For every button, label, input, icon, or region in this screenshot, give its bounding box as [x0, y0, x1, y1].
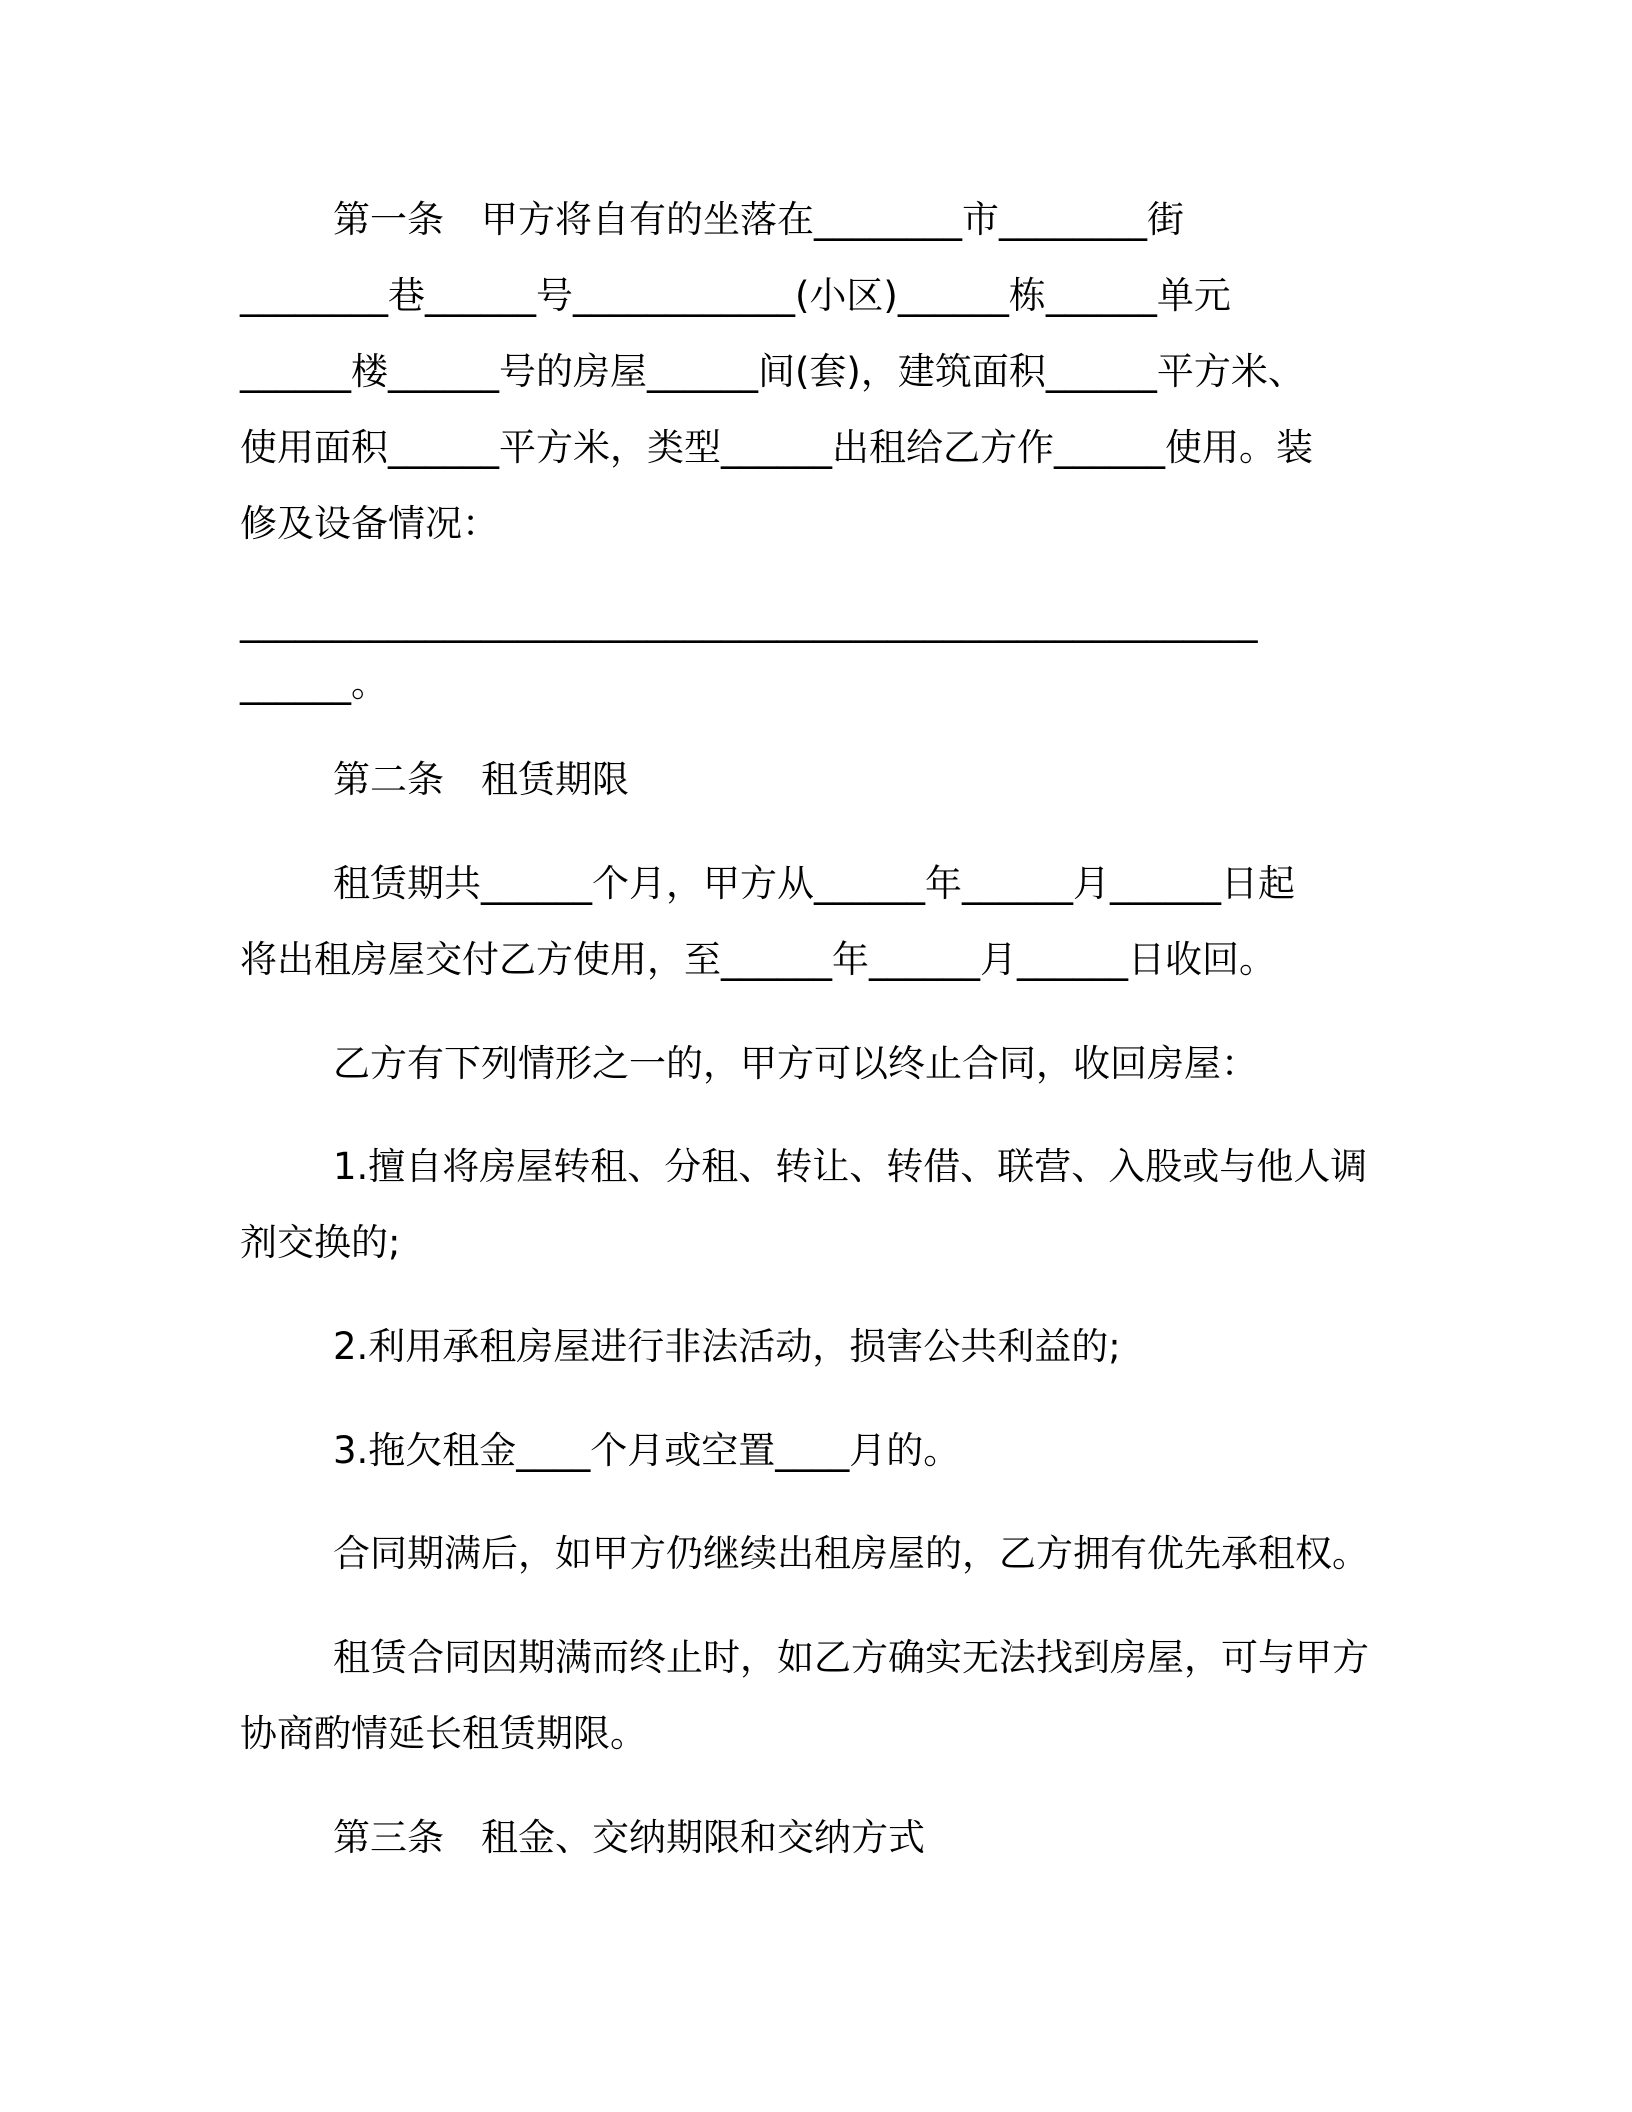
article2-term-line-2: 将出租房屋交付乙方使用，至______年______月______日收回。 — [240, 938, 1276, 981]
article1-line-7: ______。 — [240, 662, 388, 705]
article2-item2: 2.利用承租房屋进行非法活动，损害公共利益的; — [333, 1325, 1121, 1368]
article2-term-line-1: 租赁期共______个月，甲方从______年______月______日起 — [333, 862, 1295, 905]
article1-line-3: ______楼______号的房屋______间(套)，建筑面积______平方米、 — [240, 350, 1305, 393]
article1-line-6: _______________________________________________________ — [240, 600, 1258, 643]
article1-line-1: 第一条 甲方将自有的坐落在________市________街 — [333, 198, 1184, 241]
article2-item3: 3.拖欠租金____个月或空置____月的。 — [333, 1429, 961, 1472]
article2-item1-line-1: 1.擅自将房屋转租、分租、转让、转借、联营、入股或与他人调 — [333, 1145, 1368, 1188]
article1-line-5: 修及设备情况： — [240, 502, 499, 545]
article3-heading: 第三条 租金、交纳期限和交纳方式 — [333, 1816, 925, 1859]
article2-termination-intro: 乙方有下列情形之一的，甲方可以终止合同，收回房屋： — [333, 1042, 1258, 1085]
article1-line-4: 使用面积______平方米，类型______出租给乙方作______使用。装 — [240, 426, 1313, 469]
article2-heading: 第二条 租赁期限 — [333, 758, 629, 801]
article2-extension-line-1: 租赁合同因期满而终止时，如乙方确实无法找到房屋，可与甲方 — [333, 1636, 1369, 1679]
article2-extension-line-2: 协商酌情延长租赁期限。 — [240, 1712, 647, 1755]
article2-renewal-priority: 合同期满后，如甲方仍继续出租房屋的，乙方拥有优先承租权。 — [333, 1532, 1369, 1575]
article1-line-2: ________巷______号____________(小区)______栋______单元 — [240, 274, 1231, 317]
article2-item1-line-2: 剂交换的; — [240, 1221, 401, 1264]
